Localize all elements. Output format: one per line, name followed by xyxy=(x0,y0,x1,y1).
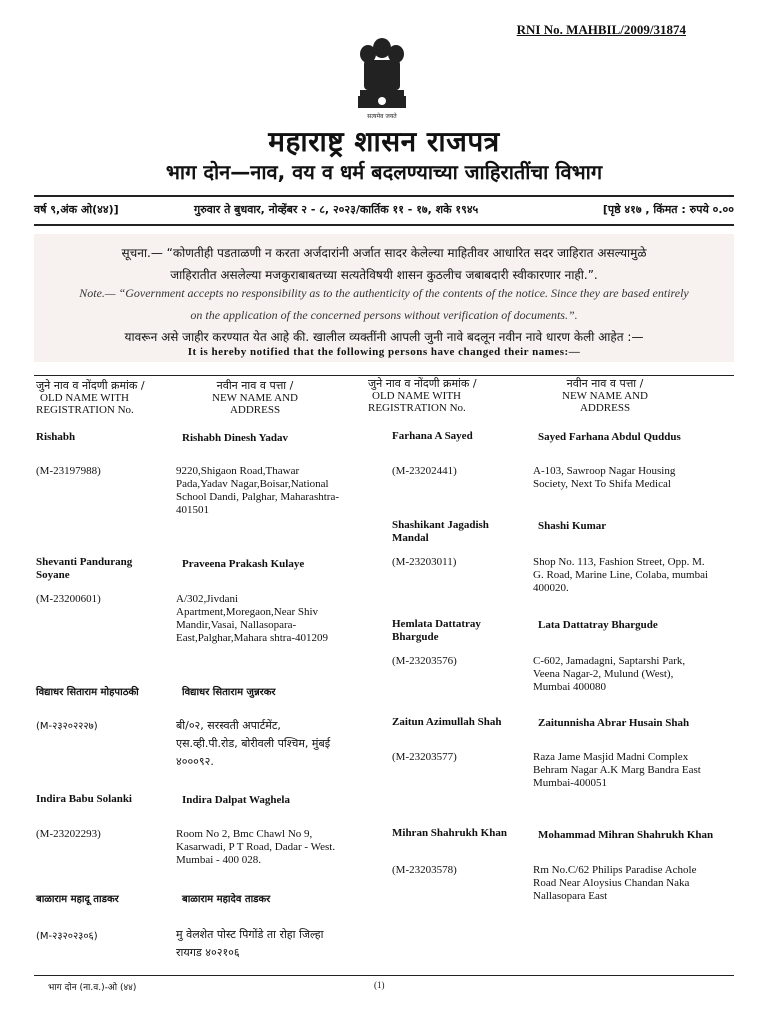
registration-number: (M-23197988) xyxy=(36,465,101,477)
notice-english-line-1: Note.— “Government accepts no responsibility as to the authenticity of the contents of the notice. Since they are based entirely xyxy=(79,286,689,300)
gazette-subtitle: भाग दोन—नाव, वय व धर्म बदलण्याच्या जाहिरातींचा विभाग xyxy=(165,160,603,184)
notice-marathi-line-1: सूचना.— “कोणतीही पडताळणी न करता अर्जदारांनी अर्जात सादर केलेल्या माहितीवर आधारित सदर जाहिरात असल्यामुळे xyxy=(121,246,647,260)
new-name: Lata Dattatray Bhargude xyxy=(538,619,658,631)
new-address: मु वेलशेत पोस्ट पिगोंडे ता रोहा जिल्हा रायगड ४०२१०६ xyxy=(176,928,324,959)
registration-number: (M-23202441) xyxy=(392,465,457,477)
registration-number: (M-२३२०२२२७) xyxy=(36,721,98,732)
notice-marathi-line-3: यावरून असे जाहीर करण्यात येत आहे की. खालील व्यक्तींनी आपली जुनी नावे बदलून नवीन नावे धारण केली आहेत :— xyxy=(124,330,644,344)
new-address: A-103, Sawroop Nagar Housing Society, Next To Shifa Medical xyxy=(533,465,676,490)
rni-number: RNI No. MAHBIL/2009/31874 xyxy=(516,22,686,37)
old-name: विद्याधर सिताराम मोहपाठकी xyxy=(36,687,139,698)
new-name: Praveena Prakash Kulaye xyxy=(182,558,305,570)
new-name: Mohammad Mihran Shahrukh Khan xyxy=(538,829,714,841)
new-name: बाळाराम महादेव ताडकर xyxy=(182,894,271,905)
new-name: Zaitunnisha Abrar Husain Shah xyxy=(538,717,690,729)
old-name: Hemlata Dattatray Bhargude xyxy=(392,618,481,643)
new-address: Rm No.C/62 Philips Paradise Achole Road Near Aloysius Chandan Naka Nallasopara East xyxy=(533,864,697,902)
new-address: 9220,Shigaon Road,Thawar Pada,Yadav Nagar,Boisar,National School Dandi, Palghar, Maharashtra-401501 xyxy=(176,465,339,516)
new-name: विद्याधर सिताराम जुन्नरकर xyxy=(182,687,276,698)
column-header-old-left: जुने नाव व नोंदणी क्रमांक / OLD NAME WITH REGISTRATION No. xyxy=(36,379,145,416)
old-name: Shevanti Pandurang Soyane xyxy=(36,556,133,581)
footer-rule xyxy=(34,975,734,976)
new-address: Raza Jame Masjid Madni Complex Behram Nagar A.K Marg Bandra East Mumbai-400051 xyxy=(533,751,701,789)
old-name: Zaitun Azimullah Shah xyxy=(392,716,502,728)
issue-volume: वर्ष ९,अंक ओ(४४)] xyxy=(34,203,119,216)
issue-dates: गुरुवार ते बुधवार, नोव्हेंबर २ - ८, २०२३/कार्तिक ११ - १७, शके १९४५ xyxy=(194,203,479,216)
registration-number: (M-23202293) xyxy=(36,828,101,840)
registration-number: (M-23203011) xyxy=(392,556,457,568)
registration-number: (M-23203578) xyxy=(392,864,457,876)
old-name: Farhana A Sayed xyxy=(392,430,473,442)
old-name: Mihran Shahrukh Khan xyxy=(392,827,507,839)
notice-english-line-3: It is hereby notified that the following persons have changed their names:— xyxy=(187,346,581,358)
new-address: Shop No. 113, Fashion Street, Opp. M. G. Road, Marine Line, Colaba, mumbai 400020. xyxy=(533,556,709,594)
old-name: बाळाराम महादू ताडकर xyxy=(36,894,119,905)
notice-marathi-line-2: जाहिरातीत असलेल्या मजकुराबाबतच्या सत्यतेविषयी शासन कुठलीच जबाबदारी स्वीकारणार नाही.”. xyxy=(170,268,598,282)
registration-number: (M-२३२०२३०६) xyxy=(36,931,98,942)
notice-box xyxy=(34,234,734,362)
registration-number: (M-23203577) xyxy=(392,751,457,763)
table-top-rule xyxy=(34,375,734,376)
ashoka-emblem-icon xyxy=(348,34,416,122)
old-name: Shashikant Jagadish Mandal xyxy=(392,519,489,544)
column-header-old-right: जुने नाव व नोंदणी क्रमांक / OLD NAME WITH REGISTRATION No. xyxy=(368,377,477,414)
notice-english-line-2: on the application of the concerned persons without verification of documents.”. xyxy=(190,308,578,322)
new-address: C-602, Jamadagni, Saptarshi Park, Veena Nagar-2, Mulund (West), Mumbai 400080 xyxy=(533,655,686,693)
emblem-motto: सत्यमेव जयते xyxy=(367,113,397,120)
divider xyxy=(34,224,734,226)
footer-part-label: भाग दोन (ना.व.)-ओ (४४) xyxy=(48,983,137,993)
registration-number: (M-23200601) xyxy=(36,593,101,605)
new-name: Indira Dalpat Waghela xyxy=(182,794,290,806)
old-name: Indira Babu Solanki xyxy=(36,793,132,805)
column-header-new-right: नवीन नाव व पत्ता / NEW NAME AND ADDRESS xyxy=(562,377,648,414)
new-name: Rishabh Dinesh Yadav xyxy=(182,432,288,444)
new-name: Shashi Kumar xyxy=(538,520,607,532)
page-number: (1) xyxy=(374,980,385,990)
old-name: Rishabh xyxy=(36,431,76,443)
column-header-new-left: नवीन नाव व पत्ता / NEW NAME AND ADDRESS xyxy=(212,379,298,416)
divider xyxy=(34,195,734,197)
registration-number: (M-23203576) xyxy=(392,655,457,667)
new-address: Room No 2, Bmc Chawl No 9, Kasarwadi, P T Road, Dadar - West. Mumbai - 400 028. xyxy=(176,828,336,866)
gazette-title: महाराष्ट्र शासन राजपत्र xyxy=(268,125,500,158)
new-address: बी/०२, सरस्वती अपार्टमेंट, एस.व्ही.पी.रोड, बोरीवली पश्चिम, मुंबई ४०००९२. xyxy=(176,719,331,768)
new-name: Sayed Farhana Abdul Quddus xyxy=(538,431,681,443)
issue-pages: [पृष्ठे ४१७ , किंमत : रुपये ०.०० xyxy=(602,203,734,216)
new-address: A/302,Jivdani Apartment,Moregaon,Near Shiv Mandir,Vasai, Nallasopara-East,Palghar,Mahara shtra-401209 xyxy=(176,593,328,644)
